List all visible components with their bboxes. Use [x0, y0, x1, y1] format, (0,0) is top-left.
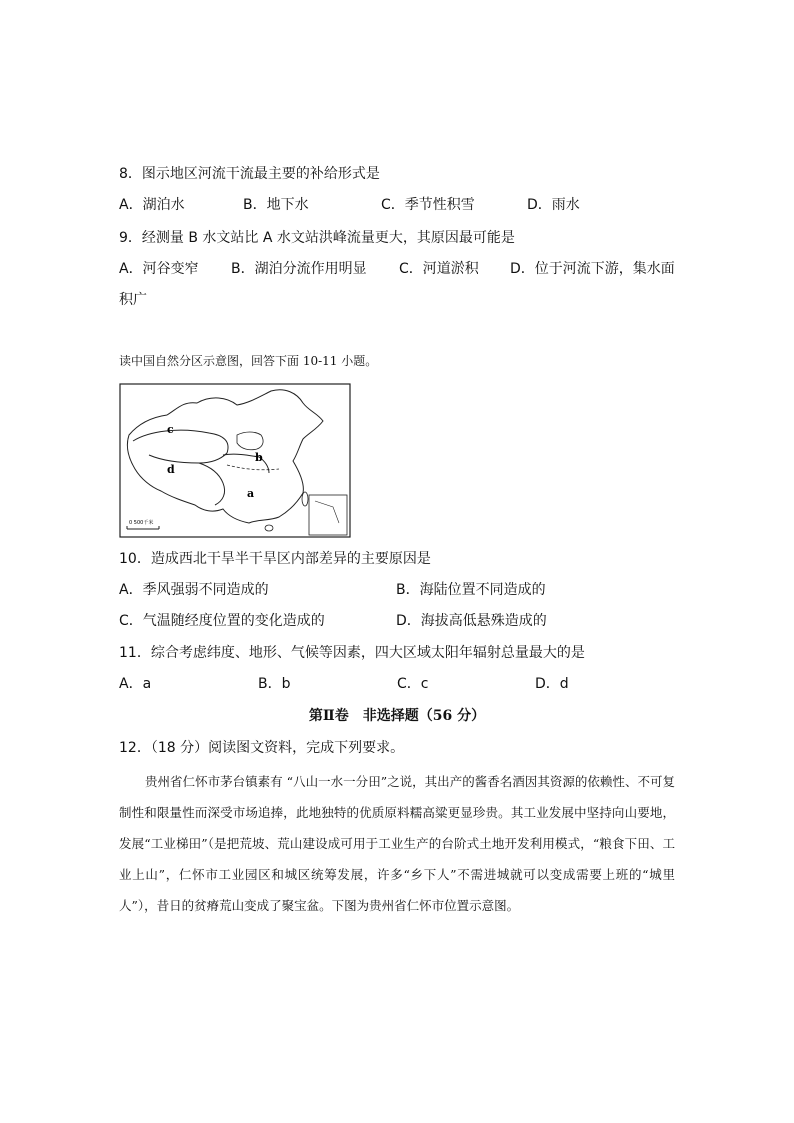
q10-option-d: D．海拔高低悬殊造成的 [396, 613, 547, 629]
china-natural-regions-map [119, 383, 351, 538]
q8-option-a: A．湖泊水 [119, 197, 185, 213]
q8-option-c: C．季节性积雪 [381, 197, 475, 213]
section-title: 第Ⅱ卷 非选择题（56 分） [308, 708, 486, 724]
q8-option-b: B．地下水 [243, 197, 309, 213]
q8-option-d: D．雨水 [527, 197, 580, 213]
q9-option-a: A．河谷变窄 [119, 261, 199, 277]
q10-stem: 10．造成西北干旱半干旱区内部差异的主要原因是 [119, 551, 431, 567]
q9-option-d: D．位于河流下游，集水面 [510, 261, 675, 277]
q11-option-b: B．b [258, 676, 291, 692]
region-label-b: b [255, 451, 263, 464]
q11-option-a: A．a [119, 676, 152, 692]
map-intro: 读中国自然分区示意图，回答下面 10-11 小题。 [119, 354, 378, 368]
region-label-d: d [167, 463, 175, 476]
q9-option-b: B．湖泊分流作用明显 [231, 261, 367, 277]
region-label-a: a [247, 487, 255, 500]
region-label-c: c [167, 423, 174, 436]
scale-label: 0 500千米 [129, 520, 154, 526]
q10-option-b: B．海陆位置不同造成的 [396, 582, 546, 598]
q10-option-a: A．季风强弱不同造成的 [119, 582, 269, 598]
q9-option-c: C．河道淤积 [399, 261, 479, 277]
q12-stem: 12．（18 分）阅读图文资料，完成下列要求。 [119, 740, 405, 756]
q11-option-d: D．d [535, 676, 569, 692]
q8-stem: 8．图示地区河流干流最主要的补给形式是 [119, 166, 380, 182]
q9-stem: 9．经测量 B 水文站比 A 水文站洪峰流量更大，其原因最可能是 [119, 230, 515, 246]
q12-paragraph: 贵州省仁怀市茅台镇素有 “八山一水一分田”之说，其出产的酱香名酒因其资源的依赖性、不可复制性和限量性而深受市场追捧，此地独特的优质原料糯高粱更显珍贵。其工业发展中坚持向山要地，发展“工业梯田”（是把荒坡、荒山建设成可用于工业生产的台阶式土地开发利用模式，“粮食下田、工业上山”，仁怀市工业园区和城区统筹发展，许多“乡下人”不需进城就可以变成需要上班的“城里人”），昔日的贫瘠荒山变成了聚宝盆。下图为贵州省仁怀市位置示意图。 [119, 774, 675, 913]
q11-option-c: C．c [397, 676, 429, 692]
q10-option-c: C．气温随经度位置的变化造成的 [119, 613, 325, 629]
q11-stem: 11．综合考虑纬度、地形、气候等因素，四大区域太阳年辐射总量最大的是 [119, 645, 585, 661]
q9-option-d-continuation: 积广 [119, 292, 147, 308]
